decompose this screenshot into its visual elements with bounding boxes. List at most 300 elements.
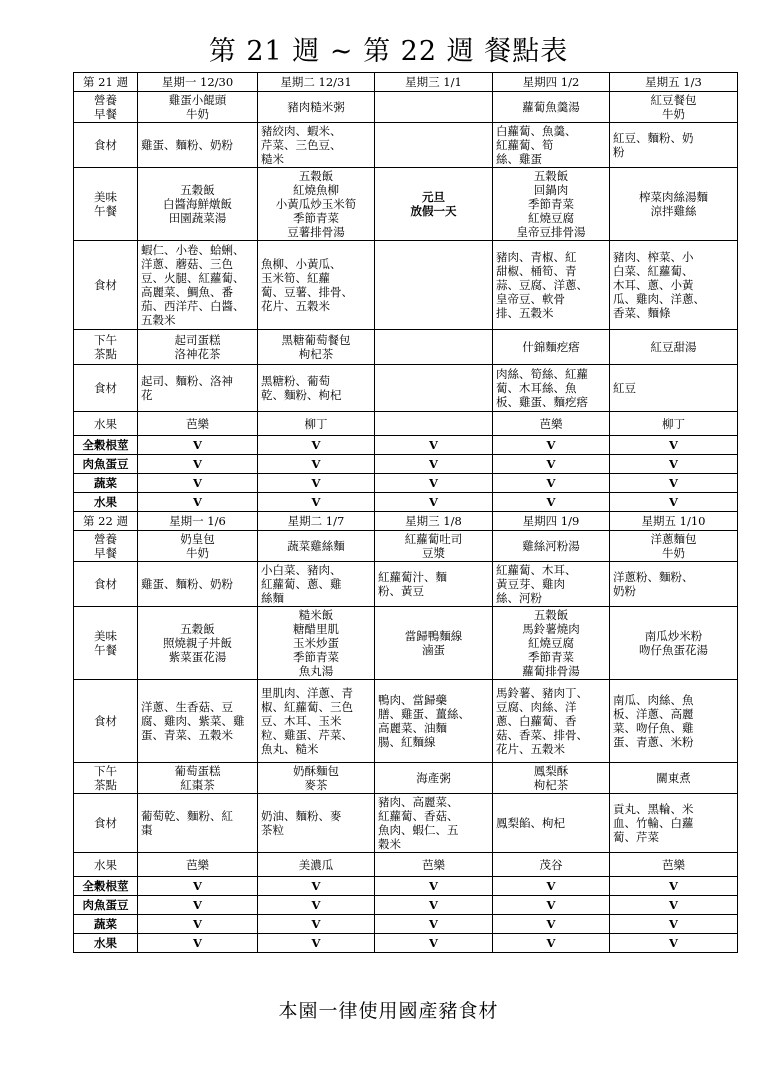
- week21-row-label: [74, 92, 138, 123]
- ingredient-cell-text: 紅蘿蔔汁、麵 粉、黃豆: [378, 570, 447, 598]
- week22-row-label-text: 食材: [94, 714, 117, 728]
- meal-cell: [610, 412, 738, 436]
- ingredient-cell: [375, 562, 493, 607]
- ingredient-cell: [138, 123, 258, 168]
- ingredient-cell-text: 馬鈴薯、豬肉丁、 豆腐、肉絲、洋 蔥、白蘿蔔、香 菇、香菜、排骨、 花片、五穀米: [496, 686, 588, 756]
- meal-cell: [493, 853, 610, 877]
- meal-cell-text: 豬肉糙米粥: [287, 100, 345, 114]
- meal-cell-text: 起司蛋糕 洛神花茶: [174, 333, 221, 361]
- week21-row: [74, 168, 738, 241]
- week22-row-label-text: 下午 茶點: [94, 764, 117, 792]
- ingredient-cell: [610, 562, 738, 607]
- meal-cell: [375, 531, 493, 562]
- check-mark: [138, 455, 258, 474]
- ingredient-cell-text: 奶油、麵粉、麥 茶粒: [261, 809, 342, 837]
- check-mark-text: V: [669, 879, 678, 893]
- check-mark-text: V: [429, 476, 438, 490]
- week22-row-label-text: 營養 早餐: [94, 532, 117, 560]
- meal-cell: [258, 853, 375, 877]
- meal-cell-text: 芭樂: [539, 416, 563, 431]
- ingredient-cell: [610, 365, 738, 412]
- meal-cell: [138, 853, 258, 877]
- meal-cell: [493, 607, 610, 680]
- nutrition-label: [74, 474, 138, 493]
- week22-day-header: [493, 512, 610, 531]
- check-mark-text: V: [311, 495, 321, 509]
- check-mark-text: V: [311, 936, 321, 950]
- check-mark-text: V: [669, 898, 678, 912]
- week21-day-header-text: 星期一 12/30: [161, 75, 234, 89]
- ingredient-cell-text: 紅蘿蔔、木耳、 黃豆芽、雞肉 絲、河粉: [496, 563, 577, 605]
- ingredient-cell-text: 雞蛋、麵粉、奶粉: [141, 577, 233, 591]
- week22-row: [74, 562, 738, 607]
- meal-cell: [610, 763, 738, 794]
- nutrition-label-text: 全穀根莖: [82, 438, 129, 452]
- week21-label-text: 第 21 週: [83, 75, 128, 89]
- check-mark-text: V: [193, 879, 202, 893]
- meal-cell-text: 雞絲河粉湯: [522, 539, 580, 553]
- check-mark: [610, 455, 738, 474]
- meal-cell-text: 當歸鴨麵線 滷蛋: [404, 629, 463, 657]
- week21-nutrition-row: [74, 436, 738, 455]
- check-mark-text: V: [311, 476, 321, 490]
- week21-row-label-text: 下午 茶點: [94, 333, 117, 361]
- week22-row: [74, 794, 738, 853]
- week22-day-header-text: 星期四 1/9: [522, 514, 580, 528]
- ingredient-cell: [258, 562, 375, 607]
- check-mark: [493, 474, 610, 493]
- week22-row-label: [74, 562, 138, 607]
- nutrition-label-text: 水果: [94, 495, 117, 509]
- week21-header-row: [74, 73, 738, 92]
- meal-cell: [375, 92, 493, 123]
- meal-cell-text: 美濃瓜: [298, 857, 334, 872]
- nutrition-label-text: 全穀根莖: [82, 879, 129, 893]
- nutrition-label-text: 水果: [94, 936, 117, 950]
- check-mark: [610, 436, 738, 455]
- footer-note: 本園一律使用國產豬食材: [278, 1000, 499, 1022]
- check-mark-text: V: [546, 879, 556, 893]
- meal-cell: [375, 853, 493, 877]
- meal-cell-text: 柳丁: [662, 416, 685, 431]
- check-mark: [610, 915, 738, 934]
- week22-row: [74, 607, 738, 680]
- week21-day-header-text: 星期二 12/31: [280, 75, 352, 89]
- meal-cell: [493, 531, 610, 562]
- meal-cell: [610, 531, 738, 562]
- meal-cell: [138, 531, 258, 562]
- check-mark-text: V: [429, 457, 438, 471]
- meal-cell: [138, 168, 258, 241]
- ingredient-cell: [610, 241, 738, 330]
- meal-cell-text: 芭樂: [662, 857, 685, 872]
- ingredient-cell-text: 鴨肉、當歸藥 膳、雞蛋、薑絲、 高麗菜、油麵 腸、紅麵線: [378, 693, 470, 749]
- check-mark-text: V: [429, 438, 438, 452]
- ingredient-cell-text: 肉絲、筍絲、紅蘿 蔔、木耳絲、魚 板、雞蛋、麵疙瘩: [496, 367, 588, 409]
- week22-row-label: [74, 794, 138, 853]
- check-mark-text: V: [669, 438, 678, 452]
- ingredient-cell-text: 紅豆、麵粉、奶 粉: [613, 131, 694, 159]
- week21-label: [74, 73, 138, 92]
- meal-cell: [493, 412, 610, 436]
- check-mark-text: V: [546, 495, 556, 509]
- ingredient-cell: [610, 123, 738, 168]
- ingredient-cell: [138, 365, 258, 412]
- check-mark: [610, 877, 738, 896]
- ingredient-cell: [375, 123, 493, 168]
- meal-cell-text: 芭樂: [186, 416, 209, 431]
- check-mark-text: V: [669, 495, 678, 509]
- week22-day-header: [258, 512, 375, 531]
- check-mark-text: V: [429, 898, 438, 912]
- week21-row-label: [74, 123, 138, 168]
- check-mark: [258, 493, 375, 512]
- week22-row: [74, 680, 738, 763]
- week21-row: [74, 123, 738, 168]
- meal-cell: [610, 607, 738, 680]
- check-mark: [138, 877, 258, 896]
- meal-cell: [138, 412, 258, 436]
- check-mark-text: V: [429, 495, 438, 509]
- nutrition-label-text: 蔬菜: [94, 476, 117, 490]
- week21-day-header: [493, 73, 610, 92]
- week22-row: [74, 853, 738, 877]
- week22-day-header-text: 星期五 1/10: [641, 514, 706, 528]
- meal-cell-text: 茂谷: [539, 857, 563, 872]
- meal-cell: [610, 168, 738, 241]
- meal-cell-text: 五穀飯 紅燒魚柳 小黃瓜炒玉米筍 季節青菜 豆薯排骨湯: [275, 169, 357, 239]
- ingredient-cell: [493, 365, 610, 412]
- week21-row-label: [74, 330, 138, 365]
- check-mark: [493, 896, 610, 915]
- page-title: 第 21 週 ~ 第 22 週 餐點表: [208, 36, 569, 67]
- week22-day-header-text: 星期一 1/6: [169, 514, 226, 528]
- week21-nutrition-row: [74, 474, 738, 493]
- check-mark: [610, 493, 738, 512]
- check-mark: [138, 436, 258, 455]
- ingredient-cell-text: 豬肉、榨菜、小 白菜、紅蘿蔔、 木耳、蔥、小黃 瓜、雞肉、洋蔥、 香菜、麵條: [613, 250, 705, 320]
- meal-cell: [138, 763, 258, 794]
- ingredient-cell-text: 白蘿蔔、魚羹、 紅蘿蔔、筍 絲、雞蛋: [496, 124, 577, 166]
- ingredient-cell: [493, 680, 610, 763]
- meal-cell: [375, 763, 493, 794]
- week21-row-label-text: 食材: [94, 138, 117, 152]
- ingredient-cell-text: 洋蔥、生香菇、豆 腐、雞肉、紫菜、雞 蛋、青菜、五穀米: [141, 700, 245, 742]
- week22-nutrition-row: [74, 896, 738, 915]
- ingredient-cell-text: 紅豆: [613, 381, 636, 395]
- check-mark-text: V: [546, 457, 556, 471]
- check-mark-text: V: [311, 898, 321, 912]
- check-mark-text: V: [546, 438, 556, 452]
- meal-cell-text: 榨菜肉絲湯麵 涼拌雞絲: [639, 190, 708, 218]
- meal-cell: [258, 92, 375, 123]
- meal-cell-text: 五穀飯 白醬海鮮燉飯 田園蔬菜湯: [163, 183, 232, 225]
- meal-cell-text: 五穀飯 回鍋肉 季節青菜 紅燒豆腐 皇帝豆排骨湯: [516, 169, 586, 239]
- week21-row-label-text: 水果: [94, 416, 117, 431]
- check-mark: [493, 436, 610, 455]
- meal-cell: [375, 168, 493, 241]
- check-mark: [258, 934, 375, 953]
- week21-day-header-text: 星期五 1/3: [645, 75, 702, 89]
- meal-cell: [258, 412, 375, 436]
- meal-cell: [610, 853, 738, 877]
- meal-cell: [493, 763, 610, 794]
- meal-cell: [375, 330, 493, 365]
- check-mark: [138, 934, 258, 953]
- meal-cell-text: 紅豆餐包 牛奶: [650, 93, 697, 121]
- check-mark-text: V: [193, 898, 202, 912]
- week22-day-header: [610, 512, 738, 531]
- meal-cell: [493, 330, 610, 365]
- ingredient-cell: [258, 123, 375, 168]
- check-mark-text: V: [546, 476, 556, 490]
- check-mark: [138, 474, 258, 493]
- check-mark: [375, 455, 493, 474]
- ingredient-cell-text: 貢丸、黑輪、米 血、竹輪、白蘿 蔔、芹菜: [613, 802, 694, 844]
- meal-cell-text: 黑糖葡萄餐包 枸杞茶: [281, 333, 351, 361]
- meal-cell: [258, 531, 375, 562]
- check-mark: [375, 436, 493, 455]
- ingredient-cell: [258, 241, 375, 330]
- meal-cell: [138, 330, 258, 365]
- nutrition-label-text: 蔬菜: [94, 917, 117, 931]
- week21-row-label-text: 食材: [94, 381, 117, 395]
- nutrition-label: [74, 455, 138, 474]
- meal-cell: [610, 330, 738, 365]
- check-mark: [493, 493, 610, 512]
- meal-cell-text: 鳳梨酥 枸杞茶: [533, 764, 569, 792]
- meal-cell: [138, 92, 258, 123]
- check-mark: [610, 934, 738, 953]
- meal-cell-text: 南瓜炒米粉 吻仔魚蛋花湯: [639, 629, 708, 657]
- nutrition-label: [74, 436, 138, 455]
- week22-row: [74, 531, 738, 562]
- week21-row: [74, 92, 738, 123]
- ingredient-cell-text: 魚柳、小黃瓜、 玉米筍、紅蘿 蔔、豆薯、排骨、 花片、五穀米: [261, 257, 353, 313]
- meal-cell-text: 柳丁: [304, 416, 328, 431]
- ingredient-cell-text: 洋蔥粉、麵粉、 奶粉: [613, 570, 694, 598]
- ingredient-cell: [375, 794, 493, 853]
- meal-cell-text: 元旦 放假一天: [410, 190, 457, 218]
- ingredient-cell: [138, 794, 258, 853]
- ingredient-cell-text: 里肌肉、洋蔥、青 椒、紅蘿蔔、三色 豆、木耳、玉米 粒、雞蛋、芹菜、 魚丸、糙米: [261, 686, 353, 756]
- ingredient-cell: [138, 241, 258, 330]
- week22-row-label-text: 水果: [94, 857, 117, 872]
- check-mark-text: V: [669, 936, 678, 950]
- week21-day-header: [258, 73, 375, 92]
- week22-label: [74, 512, 138, 531]
- ingredient-cell: [493, 241, 610, 330]
- check-mark: [493, 915, 610, 934]
- check-mark: [610, 896, 738, 915]
- ingredient-cell-text: 豬肉、青椒、紅 甜椒、桶筍、青 蒜、豆腐、洋蔥、 皇帝豆、軟骨 排、五穀米: [496, 250, 588, 320]
- ingredient-cell-text: 豬肉、高麗菜、 紅蘿蔔、香菇、 魚肉、蝦仁、五 穀米: [378, 795, 459, 851]
- meal-cell-text: 芭樂: [422, 857, 445, 872]
- meal-cell-text: 紅豆甜湯: [650, 340, 697, 354]
- check-mark: [375, 493, 493, 512]
- check-mark-text: V: [669, 917, 678, 931]
- check-mark-text: V: [429, 917, 438, 931]
- week22-nutrition-row: [74, 934, 738, 953]
- week21-row-label-text: 美味 午餐: [94, 190, 117, 218]
- week21-day-header-text: 星期三 1/1: [405, 75, 462, 89]
- meal-cell-text: 奶酥麵包 麥茶: [293, 764, 339, 792]
- week21-row: [74, 330, 738, 365]
- check-mark: [375, 877, 493, 896]
- week21-nutrition-row: [74, 493, 738, 512]
- week22-row-label-text: 食材: [94, 816, 117, 830]
- check-mark-text: V: [546, 936, 556, 950]
- nutrition-label-text: 肉魚蛋豆: [82, 457, 129, 471]
- check-mark-text: V: [193, 917, 202, 931]
- meal-cell: [258, 168, 375, 241]
- meal-cell: [375, 412, 493, 436]
- ingredient-cell: [258, 365, 375, 412]
- meal-cell-text: 糙米飯 糖醋里肌 玉米炒蛋 季節青菜 魚丸湯: [293, 608, 339, 678]
- ingredient-cell-text: 南瓜、肉絲、魚 板、洋蔥、高麗 菜、吻仔魚、雞 蛋、青蔥、米粉: [613, 693, 694, 749]
- ingredient-cell: [493, 562, 610, 607]
- week22-row-label: [74, 763, 138, 794]
- check-mark: [258, 455, 375, 474]
- week22-row-label-text: 食材: [94, 577, 117, 591]
- ingredient-cell-text: 雞蛋、麵粉、奶粉: [141, 138, 233, 152]
- check-mark: [258, 915, 375, 934]
- week21-nutrition-row: [74, 455, 738, 474]
- check-mark-text: V: [193, 476, 202, 490]
- week22-row-label: [74, 853, 138, 877]
- ingredient-cell-text: 起司、麵粉、洛神 花: [141, 374, 233, 402]
- week22-row-label: [74, 531, 138, 562]
- check-mark-text: V: [193, 457, 202, 471]
- check-mark-text: V: [669, 476, 678, 490]
- meal-cell-text: 蔬菜雞絲麵: [287, 539, 345, 553]
- check-mark: [258, 474, 375, 493]
- week21-row-label: [74, 168, 138, 241]
- check-mark: [375, 896, 493, 915]
- meal-cell: [610, 92, 738, 123]
- ingredient-cell: [375, 680, 493, 763]
- nutrition-label: [74, 896, 138, 915]
- check-mark-text: V: [546, 898, 556, 912]
- week21-row-label-text: 營養 早餐: [94, 93, 117, 121]
- meal-cell: [138, 607, 258, 680]
- check-mark: [493, 455, 610, 474]
- meal-cell: [258, 763, 375, 794]
- check-mark: [258, 436, 375, 455]
- meal-cell-text: 五穀飯 馬鈴薯燒肉 紅燒豆腐 季節青菜 蘿蔔排骨湯: [522, 608, 580, 678]
- ingredient-cell-text: 豬絞肉、蝦米、 芹菜、三色豆、 糙米: [261, 124, 342, 166]
- check-mark: [493, 877, 610, 896]
- check-mark-text: V: [311, 457, 321, 471]
- week21-row: [74, 365, 738, 412]
- week21-row-label-text: 食材: [94, 278, 117, 292]
- nutrition-label-text: 肉魚蛋豆: [82, 898, 129, 912]
- ingredient-cell: [258, 680, 375, 763]
- meal-cell: [258, 607, 375, 680]
- check-mark-text: V: [193, 936, 202, 950]
- meal-cell: [258, 330, 375, 365]
- ingredient-cell: [138, 562, 258, 607]
- week21-row-label: [74, 365, 138, 412]
- ingredient-cell: [493, 794, 610, 853]
- ingredient-cell: [138, 680, 258, 763]
- week21-day-header: [610, 73, 738, 92]
- check-mark: [375, 934, 493, 953]
- ingredient-cell: [610, 680, 738, 763]
- meal-cell: [493, 168, 610, 241]
- meal-cell-text: 蘿蔔魚羹湯: [522, 100, 580, 114]
- meal-cell-text: 雞蛋小餛頭 牛奶: [168, 93, 227, 121]
- check-mark-text: V: [429, 936, 438, 950]
- nutrition-label: [74, 915, 138, 934]
- check-mark: [375, 915, 493, 934]
- check-mark-text: V: [311, 879, 321, 893]
- week21-day-header: [375, 73, 493, 92]
- week22-label-text: 第 22 週: [83, 514, 128, 528]
- check-mark-text: V: [193, 438, 202, 452]
- week22-day-header: [138, 512, 258, 531]
- check-mark-text: V: [669, 457, 678, 471]
- week22-day-header: [375, 512, 493, 531]
- week21-day-header: [138, 73, 258, 92]
- week21-day-header-text: 星期四 1/2: [522, 75, 580, 89]
- check-mark: [138, 896, 258, 915]
- week22-day-header-text: 星期二 1/7: [287, 514, 345, 528]
- nutrition-label: [74, 934, 138, 953]
- check-mark-text: V: [193, 495, 202, 509]
- meal-cell: [493, 92, 610, 123]
- meal-schedule-table: [73, 72, 738, 953]
- ingredient-cell-text: 葡萄乾、麵粉、紅 棗: [141, 809, 233, 837]
- ingredient-cell-text: 蝦仁、小卷、蛤蜊、 洋蔥、蘑菇、三色 豆、火腿、紅蘿蔔、 高麗菜、鯛魚、番 茄、西洋芹、白醬、 五穀米: [141, 243, 245, 327]
- check-mark: [138, 915, 258, 934]
- meal-cell-text: 什錦麵疙瘩: [522, 340, 580, 354]
- check-mark: [493, 934, 610, 953]
- check-mark-text: V: [311, 917, 321, 931]
- week21-row-label: [74, 412, 138, 436]
- ingredient-cell: [375, 241, 493, 330]
- nutrition-label: [74, 877, 138, 896]
- nutrition-label: [74, 493, 138, 512]
- meal-cell: [375, 607, 493, 680]
- meal-cell-text: 海產粥: [416, 771, 451, 785]
- meal-cell-text: 五穀飯 照燒親子丼飯 紫菜蛋花湯: [163, 622, 232, 664]
- week22-row-label: [74, 607, 138, 680]
- check-mark: [258, 896, 375, 915]
- meal-cell-text: 芭樂: [186, 857, 209, 872]
- ingredient-cell-text: 鳳梨餡、枸杞: [496, 816, 565, 830]
- check-mark-text: V: [311, 438, 321, 452]
- ingredient-cell: [610, 794, 738, 853]
- week22-row: [74, 763, 738, 794]
- check-mark-text: V: [546, 917, 556, 931]
- week22-row-label-text: 美味 午餐: [94, 629, 117, 657]
- ingredient-cell-text: 小白菜、豬肉、 紅蘿蔔、蔥、雞 絲麵: [261, 563, 342, 605]
- week21-row: [74, 241, 738, 330]
- check-mark-text: V: [429, 879, 438, 893]
- meal-cell-text: 葡萄蛋糕 紅棗茶: [174, 764, 221, 792]
- check-mark: [138, 493, 258, 512]
- week21-row-label: [74, 241, 138, 330]
- week21-row: [74, 412, 738, 436]
- ingredient-cell-text: 黑糖粉、葡萄 乾、麵粉、枸杞: [261, 374, 342, 402]
- ingredient-cell: [493, 123, 610, 168]
- week22-nutrition-row: [74, 915, 738, 934]
- week22-nutrition-row: [74, 877, 738, 896]
- meal-cell-text: 關東煮: [656, 771, 691, 785]
- ingredient-cell: [258, 794, 375, 853]
- check-mark: [610, 474, 738, 493]
